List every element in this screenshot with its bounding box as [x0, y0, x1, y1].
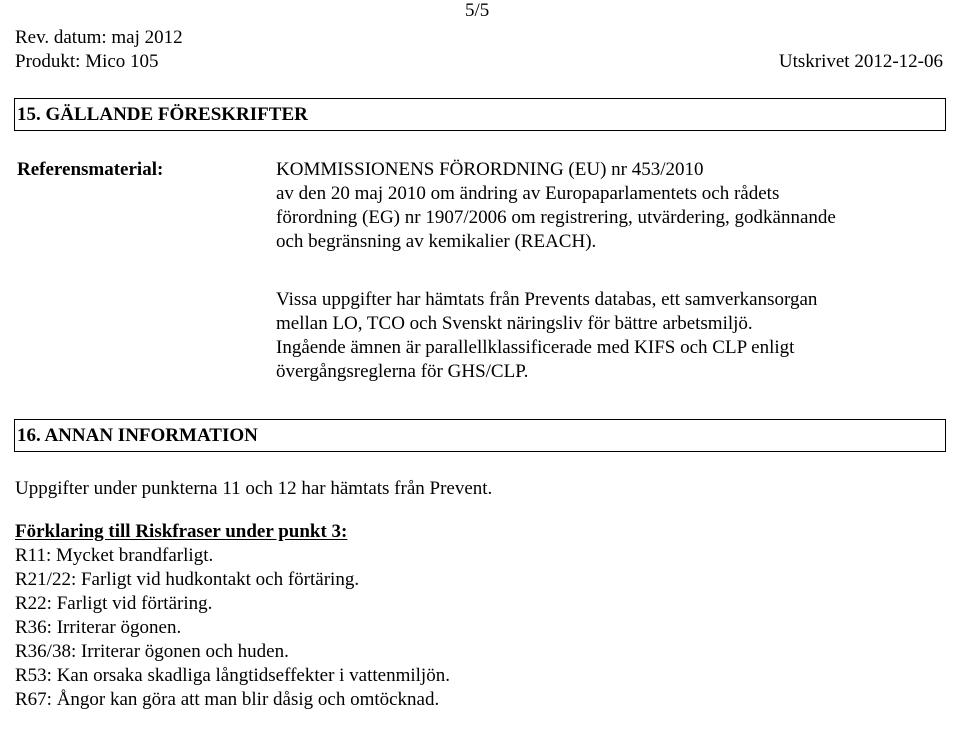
section-16-content	[15, 477, 492, 712]
regulation-line: förordning (EG) nr 1907/2006 om registrering, utvärdering, godkännande	[276, 207, 836, 228]
regulation-line: KOMMISSIONENS FÖRORDNING (EU) nr 453/2010	[276, 159, 704, 180]
source-info-line: mellan LO, TCO och Svenskt näringsliv för bättre arbetsmiljö.	[276, 313, 753, 334]
section-15-title: 15. GÄLLANDE FÖRESKRIFTER	[17, 104, 308, 125]
source-info-text	[276, 288, 946, 384]
risk-phrase: R67: Ångor kan göra att man blir dåsig och omtöcknad.	[15, 689, 440, 710]
revision-date: Rev. datum: maj 2012	[15, 27, 183, 48]
print-date: Utskrivet 2012-12-06	[778, 51, 943, 72]
risk-phrase: R22: Farligt vid förtäring.	[15, 593, 213, 614]
source-info-line: Ingående ämnen är parallellklassificerade med KIFS och CLP enligt	[276, 337, 795, 358]
section-16-title: 16. ANNAN INFORMATION	[17, 425, 258, 446]
risk-phrase: R36: Irriterar ögonen.	[15, 617, 182, 638]
source-info-line: Vissa uppgifter har hämtats från Prevents databas, ett samverkansorgan	[276, 289, 818, 310]
risk-phrase: R36/38: Irriterar ögonen och huden.	[15, 641, 289, 662]
reference-material-label: Referensmaterial:	[17, 159, 164, 180]
page-number: 5/5	[465, 0, 490, 21]
regulation-line: av den 20 maj 2010 om ändring av Europaparlamentets och rådets	[276, 183, 780, 204]
section-16-heading-box	[14, 419, 946, 452]
regulation-line: och begränsning av kemikalier (REACH).	[276, 231, 597, 252]
source-info-line: övergångsreglerna för GHS/CLP.	[276, 361, 529, 382]
section-15-heading-box	[14, 98, 946, 131]
risk-phrase: R21/22: Farligt vid hudkontakt och förtäring.	[15, 569, 360, 590]
risk-phrases-heading: Förklaring till Riskfraser under punkt 3:	[15, 521, 348, 542]
product-name: Produkt: Mico 105	[15, 51, 159, 72]
regulation-text	[276, 158, 946, 254]
risk-phrase: R53: Kan orsaka skadliga långtidseffekter i vattenmiljön.	[15, 665, 450, 686]
source-note: Uppgifter under punkterna 11 och 12 har hämtats från Prevent.	[15, 478, 493, 499]
risk-phrase: R11: Mycket brandfarligt.	[15, 545, 214, 566]
